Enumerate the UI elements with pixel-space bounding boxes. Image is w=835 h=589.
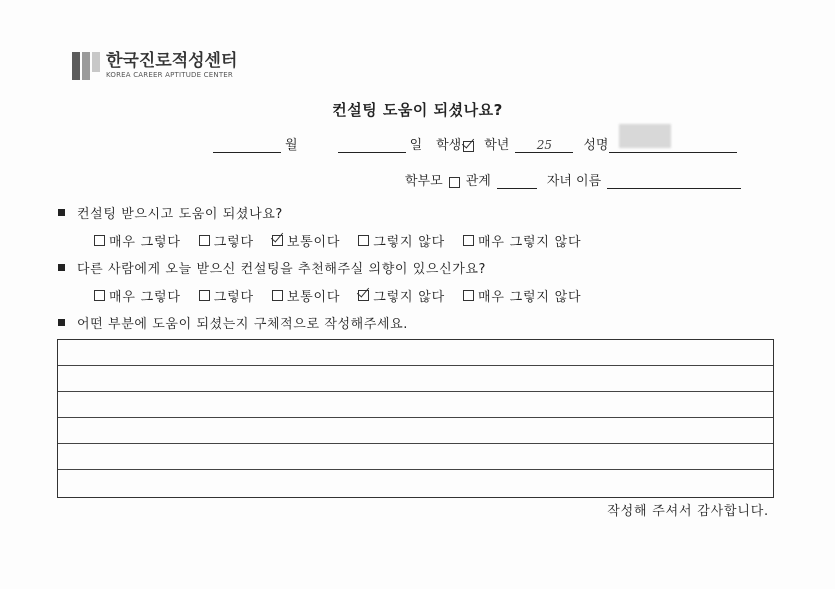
question-2 xyxy=(58,258,486,277)
comment-line xyxy=(58,469,773,470)
grade-field[interactable]: 25 xyxy=(515,138,573,153)
relation-label: 관계 xyxy=(465,174,491,189)
logo-name-english: KOREA CAREER APTITUDE CENTER xyxy=(106,70,233,79)
comment-line xyxy=(58,443,773,444)
child-name-field[interactable] xyxy=(607,174,741,189)
month-field[interactable] xyxy=(213,138,281,153)
q1-checkbox-3[interactable] xyxy=(272,235,283,246)
q2-checkbox-2[interactable] xyxy=(199,290,210,301)
form-title: 컨설팅 도움이 되셨나요? xyxy=(332,101,503,119)
q1-option-3[interactable]: 보통이다 xyxy=(270,231,340,250)
q1-checkbox-2[interactable] xyxy=(199,235,210,246)
question-2-options xyxy=(92,286,597,305)
student-label: 학생 xyxy=(436,138,462,153)
student-checkbox[interactable] xyxy=(463,141,474,152)
question-2-text: 다른 사람에게 오늘 받으신 컨설팅을 추천해주실 의향이 있으신가요? xyxy=(77,262,487,277)
comment-line xyxy=(58,417,773,418)
relation-field[interactable] xyxy=(497,174,537,189)
bullet-icon xyxy=(58,319,65,326)
bullet-icon xyxy=(58,209,65,216)
info-row-parent xyxy=(405,170,741,189)
bullet-icon xyxy=(58,264,65,271)
q1-option-4[interactable]: 그렇지 않다 xyxy=(356,231,445,250)
logo-name-korean: 한국진로적성센터 xyxy=(106,50,238,71)
q1-option-1[interactable]: 매우 그렇다 xyxy=(92,231,181,250)
question-3-text: 어떤 부분에 도움이 되셨는지 구체적으로 작성해주세요. xyxy=(77,317,409,332)
parent-label: 학부모 xyxy=(405,174,443,189)
q2-option-5[interactable]: 매우 그렇지 않다 xyxy=(461,286,581,305)
q1-checkbox-5[interactable] xyxy=(463,235,474,246)
q1-checkbox-4[interactable] xyxy=(358,235,369,246)
q2-option-1[interactable]: 매우 그렇다 xyxy=(92,286,181,305)
q2-checkbox-4[interactable] xyxy=(358,290,369,301)
grade-label: 학년 xyxy=(484,138,510,153)
q1-option-5[interactable]: 매우 그렇지 않다 xyxy=(461,231,581,250)
day-label: 일 xyxy=(409,138,423,153)
day-field[interactable] xyxy=(338,138,406,153)
q2-option-3[interactable]: 보통이다 xyxy=(270,286,340,305)
question-1 xyxy=(58,203,283,222)
comment-line xyxy=(58,391,773,392)
logo-mark-icon xyxy=(72,50,100,80)
name-field[interactable] xyxy=(609,138,737,153)
q2-checkbox-1[interactable] xyxy=(94,290,105,301)
q2-option-2[interactable]: 그렇다 xyxy=(197,286,254,305)
q2-checkbox-5[interactable] xyxy=(463,290,474,301)
info-row-student xyxy=(213,134,737,153)
q1-option-2[interactable]: 그렇다 xyxy=(197,231,254,250)
q2-option-4[interactable]: 그렇지 않다 xyxy=(356,286,445,305)
name-label: 성명 xyxy=(583,138,609,153)
question-3 xyxy=(58,313,408,332)
question-1-options xyxy=(92,231,597,250)
parent-checkbox[interactable] xyxy=(449,177,460,188)
center-logo xyxy=(72,50,237,80)
month-label: 월 xyxy=(285,138,298,153)
comment-box[interactable] xyxy=(57,339,774,498)
question-1-text: 컨설팅 받으시고 도움이 되셨나요? xyxy=(77,207,283,222)
thanks-message: 작성해 주셔서 감사합니다. xyxy=(607,504,769,519)
comment-line xyxy=(58,365,773,366)
q2-checkbox-3[interactable] xyxy=(272,290,283,301)
child-name-label: 자녀 이름 xyxy=(546,174,602,189)
redacted-name xyxy=(619,124,671,148)
q1-checkbox-1[interactable] xyxy=(94,235,105,246)
